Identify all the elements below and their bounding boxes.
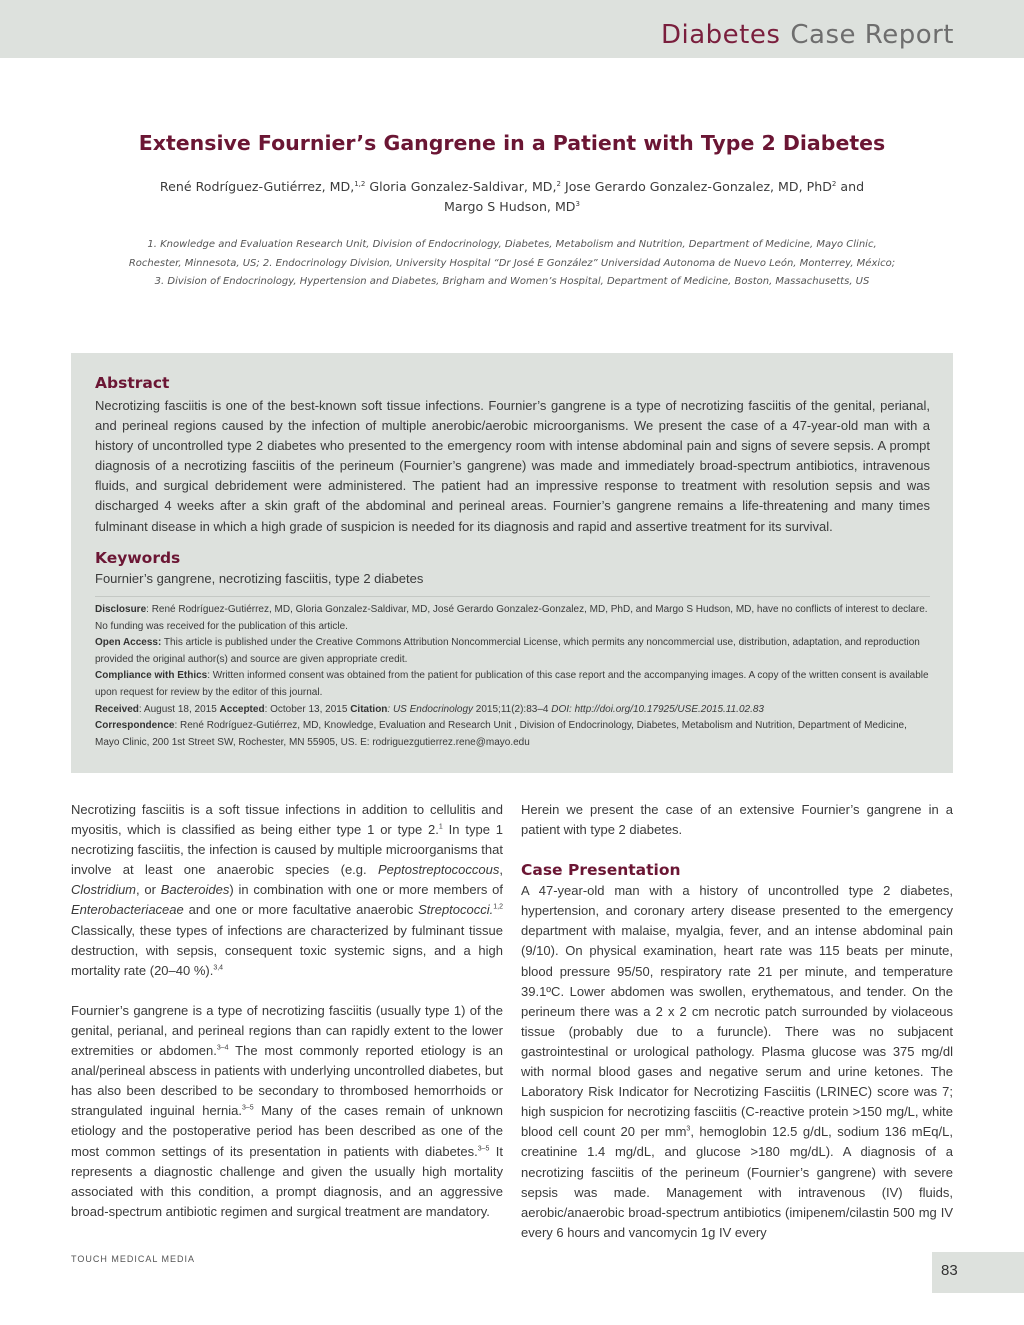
affiliation-ref: 2 [556, 179, 561, 188]
text: , hemoglobin 12.5 g/dL, sodium 136 mEq/L, creatinine 1.4 mg/dL, and glucose >180 mg/dL). A diagnosis of a necrotizing fasciitis of the perineum (Fournier’s gangrene) with severe sepsis was made. Management with intravenous (IV) fluids, aerobic/anaerobic broad-spectrum antibiotics (imipenem/cilastin 500 mg IV every 6 hours and vancomycin 1g IV every [521, 1124, 953, 1240]
affiliation-ref: 2 [831, 179, 837, 188]
text: Necrotizing fasciitis is a soft tissue infections in addition to cellulitis and myositis, which is classified as being either type 1 or type 2. [71, 802, 503, 838]
meta-text: 2015;11(2):83–4 [473, 703, 552, 715]
text: , or [136, 882, 161, 898]
citation-ref: 1 [438, 823, 443, 831]
meta-text: : October 13, 2015 [264, 703, 351, 715]
text: ) in combination with one or more members of [229, 882, 503, 898]
text: In type 1 necrotizing fasciitis, the infection is caused by multiple microorganisms that involve at least one anaerobic species (e.g. [71, 822, 504, 878]
abstract-text: Necrotizing fasciitis is one of the best-known soft tissue infections. Fournier’s gangrene is a type of necrotizing fasciitis of the genital, perianal, and perineal regions caused by the infection of multiple anerobic/aerobic microorganisms. We present the case of a 47-year-old man with a history of uncontrolled type 2 diabetes who presented to the emergency room with intense abdominal pain and signs of severe sepsis. A prompt diagnosis of a necrotizing fasciitis of the perineum (Fournier’s gangrene) was made and immediately broad-spectrum antibiotics, intravenous fluids, and surgical debridement were administered. The patient had an impressive response to treatment with resolution sepsis and was discharged 4 weeks after a skin graft of the abdominal and perineal areas. Fournier’s gangrene remains a life-threatening and many times fulminant disease in which a high grade of suspicion is needed for its diagnosis and rapid and assertive treatment for its survival. [95, 398, 930, 534]
meta-text: This article is published under the Creative Commons Attribution Noncommercial License, which permits any noncommercial use, distribution, adaptation, and reproduction provided the original author(s) and source are given appropriate credit. [95, 637, 920, 665]
body-paragraph: Herein we present the case of an extensive Fournier’s gangrene in a patient with type 2 diabetes. [521, 802, 953, 838]
affiliations [95, 236, 929, 292]
page-number: 83 [941, 1262, 958, 1279]
affiliation-line: Rochester, Minnesota, US; 2. Endocrinology Division, University Hospital “Dr José E González” Universidad Autonoma de Nuevo León, Monterrey, México; [128, 257, 896, 269]
author-text: Jose Gerardo Gonzalez-Gonzalez, MD, PhD [560, 179, 832, 194]
body-paragraph [71, 1001, 503, 1222]
body-paragraph [521, 881, 953, 1243]
article-type-label: Case Report [790, 20, 954, 50]
text: It represents a diagnostic challenge and given the usually high mortality associated with this condition, a prompt diagnosis, and an aggressive broad-spectrum antibiotic regimen and surgical treatment are mandatory. [71, 1143, 503, 1219]
doi-link[interactable]: DOI: http://doi.org/10.17925/USE.2015.11.02.83 [551, 703, 764, 715]
meta-text: : René Rodríguez-Gutiérrez, MD, Gloria Gonzalez-Saldivar, MD, José Gerardo Gonzalez-Gonzalez, MD, PhD, and Margo S Hudson, MD, have no conflicts of interest to declare. No funding was received for the publication of this article. [95, 604, 928, 632]
author-line-1 [110, 177, 914, 197]
correspondence [95, 718, 930, 751]
body-column-right [521, 800, 953, 1243]
text: Classically, these types of infections are characterized by fulminant tissue destruction, with sepsis, consequent toxic systemic signs, and a high mortality rate (20–40 %). [71, 922, 503, 978]
affiliation-line: 1. Knowledge and Evaluation Research Unit, Division of Endocrinology, Diabetes, Metabolism and Nutrition, Department of Medicine, Mayo Clinic, [147, 239, 877, 250]
page-number-box [932, 1252, 1024, 1293]
article-title: Extensive Fournier’s Gangrene in a Patient with Type 2 Diabetes [138, 131, 886, 155]
author-text: Margo S Hudson, MD [444, 199, 576, 214]
dates-citation [95, 702, 930, 719]
superscript: 3 [686, 1125, 691, 1133]
affiliation-ref: 3 [575, 199, 580, 208]
text: Bacteroides [160, 882, 230, 898]
header-band [0, 0, 1024, 58]
meta-text: : René Rodríguez-Gutiérrez, MD, Knowledge, Evaluation and Research Unit , Division of Endocrinology, Diabetes, Metabolism and Nutrition, Department of Medicine, Mayo Clinic, 200 1st Street SW, Rochester, MN 55905, US. E: rodriguezgutierrez.rene@mayo.edu [95, 720, 907, 748]
body-column-left [71, 800, 503, 1222]
text: A 47-year-old man with a history of uncontrolled type 2 diabetes, hypertension, and coronary artery disease presented to the emergency department with malaise, myalgia, fever, and an intense abdominal pain (9/10). On physical examination, heart rate was 115 beats per minute, blood pressure 95/50, respiratory rate 21 per minute, and temperature 39.1ºC. Lower abdomen was swollen, erythematous, and tender. On the perineum there was a 2 x 2 cm necrotic patch surrounded by violaceous tissue (probably due to a furuncle). There was no subjacent gastrointestinal or urological pathology. Plasma glucose was 375 mg/dl with normal blood gases and negative serum and urine ketones. The Laboratory Risk Indicator for Necrotizing Fasciitis (LRINEC) score was 7; high suspicion for necrotizing fasciitis (C-reactive protein >150 mg/L, white blood cell count 20 per mm [521, 883, 953, 1140]
abstract-box [71, 353, 953, 773]
meta-text: : Written informed consent was obtained from the patient for publication of this case report and the accompanying images. A copy of the written consent is available upon request for review by the editor of this journal. [95, 670, 929, 698]
text: Clostridium [71, 882, 137, 898]
open-access [95, 635, 930, 668]
meta-label: Correspondence [95, 720, 175, 732]
article-metadata [95, 602, 930, 751]
abstract-heading: Abstract [95, 374, 170, 392]
author-text: Gloria Gonzalez-Saldivar, MD, [365, 179, 557, 194]
case-presentation-heading: Case Presentation [521, 861, 681, 880]
body-paragraph [71, 800, 503, 981]
author-list [110, 177, 914, 217]
author-text: René Rodríguez-Gutiérrez, MD, [159, 179, 355, 194]
meta-label: Open Access: [95, 637, 162, 649]
publisher-name: TOUCH MEDICAL MEDIA [71, 1254, 196, 1264]
meta-label: Citation [350, 703, 388, 715]
divider [95, 596, 930, 597]
journal-section-title [661, 20, 954, 50]
text: and one or more facultative anaerobic [183, 902, 419, 918]
department-label: Diabetes [660, 20, 781, 50]
citation-ref: 3–5 [241, 1104, 254, 1112]
text: Many of the cases remain of unknown etiology and the postoperative period has been described as one of the most common settings of its presentation in patients with diabetes. [71, 1103, 503, 1159]
text: Fournier’s gangrene is a type of necrotizing fasciitis (usually type 1) of the genital, perianal, and perineal regions than can rapidly extent to the lower extremities or abdomen. [71, 1002, 503, 1059]
keywords-text: Fournier’s gangrene, necrotizing fasciitis, type 2 diabetes [95, 571, 424, 586]
ethics [95, 668, 930, 701]
text: , [499, 862, 503, 878]
affiliation-ref: 1,2 [354, 179, 366, 188]
keywords-heading: Keywords [95, 549, 181, 567]
text: Streptococci. [418, 902, 494, 918]
meta-text: : US Endocrinology [387, 703, 474, 715]
meta-label: Compliance with Ethics [95, 670, 208, 682]
meta-text: : August 18, 2015 [138, 703, 220, 715]
meta-label: Accepted [219, 703, 265, 715]
affiliation-line: 3. Division of Endocrinology, Hypertension and Diabetes, Brigham and Women’s Hospital, Department of Medicine, Boston, Massachusetts, US [154, 276, 870, 287]
disclosure [95, 602, 930, 635]
citation-ref: 3,4 [213, 964, 224, 972]
author-text: and [836, 179, 865, 194]
citation-ref: 3–5 [477, 1145, 490, 1153]
text: Enterobacteriaceae [71, 902, 184, 918]
citation-ref: 1,2 [493, 904, 503, 912]
text: Peptostreptococcous [377, 862, 500, 878]
meta-label: Disclosure [95, 604, 147, 615]
text: The most commonly reported etiology is an anal/perineal abscess in patients with underlying uncontrolled diabetes, but has also been described to be secondary to thrombosed hemorrhoids or strangulated inguinal hernia. [71, 1043, 504, 1119]
meta-label: Received [95, 703, 139, 715]
citation-ref: 3–4 [216, 1044, 229, 1052]
author-line-2 [110, 197, 914, 217]
